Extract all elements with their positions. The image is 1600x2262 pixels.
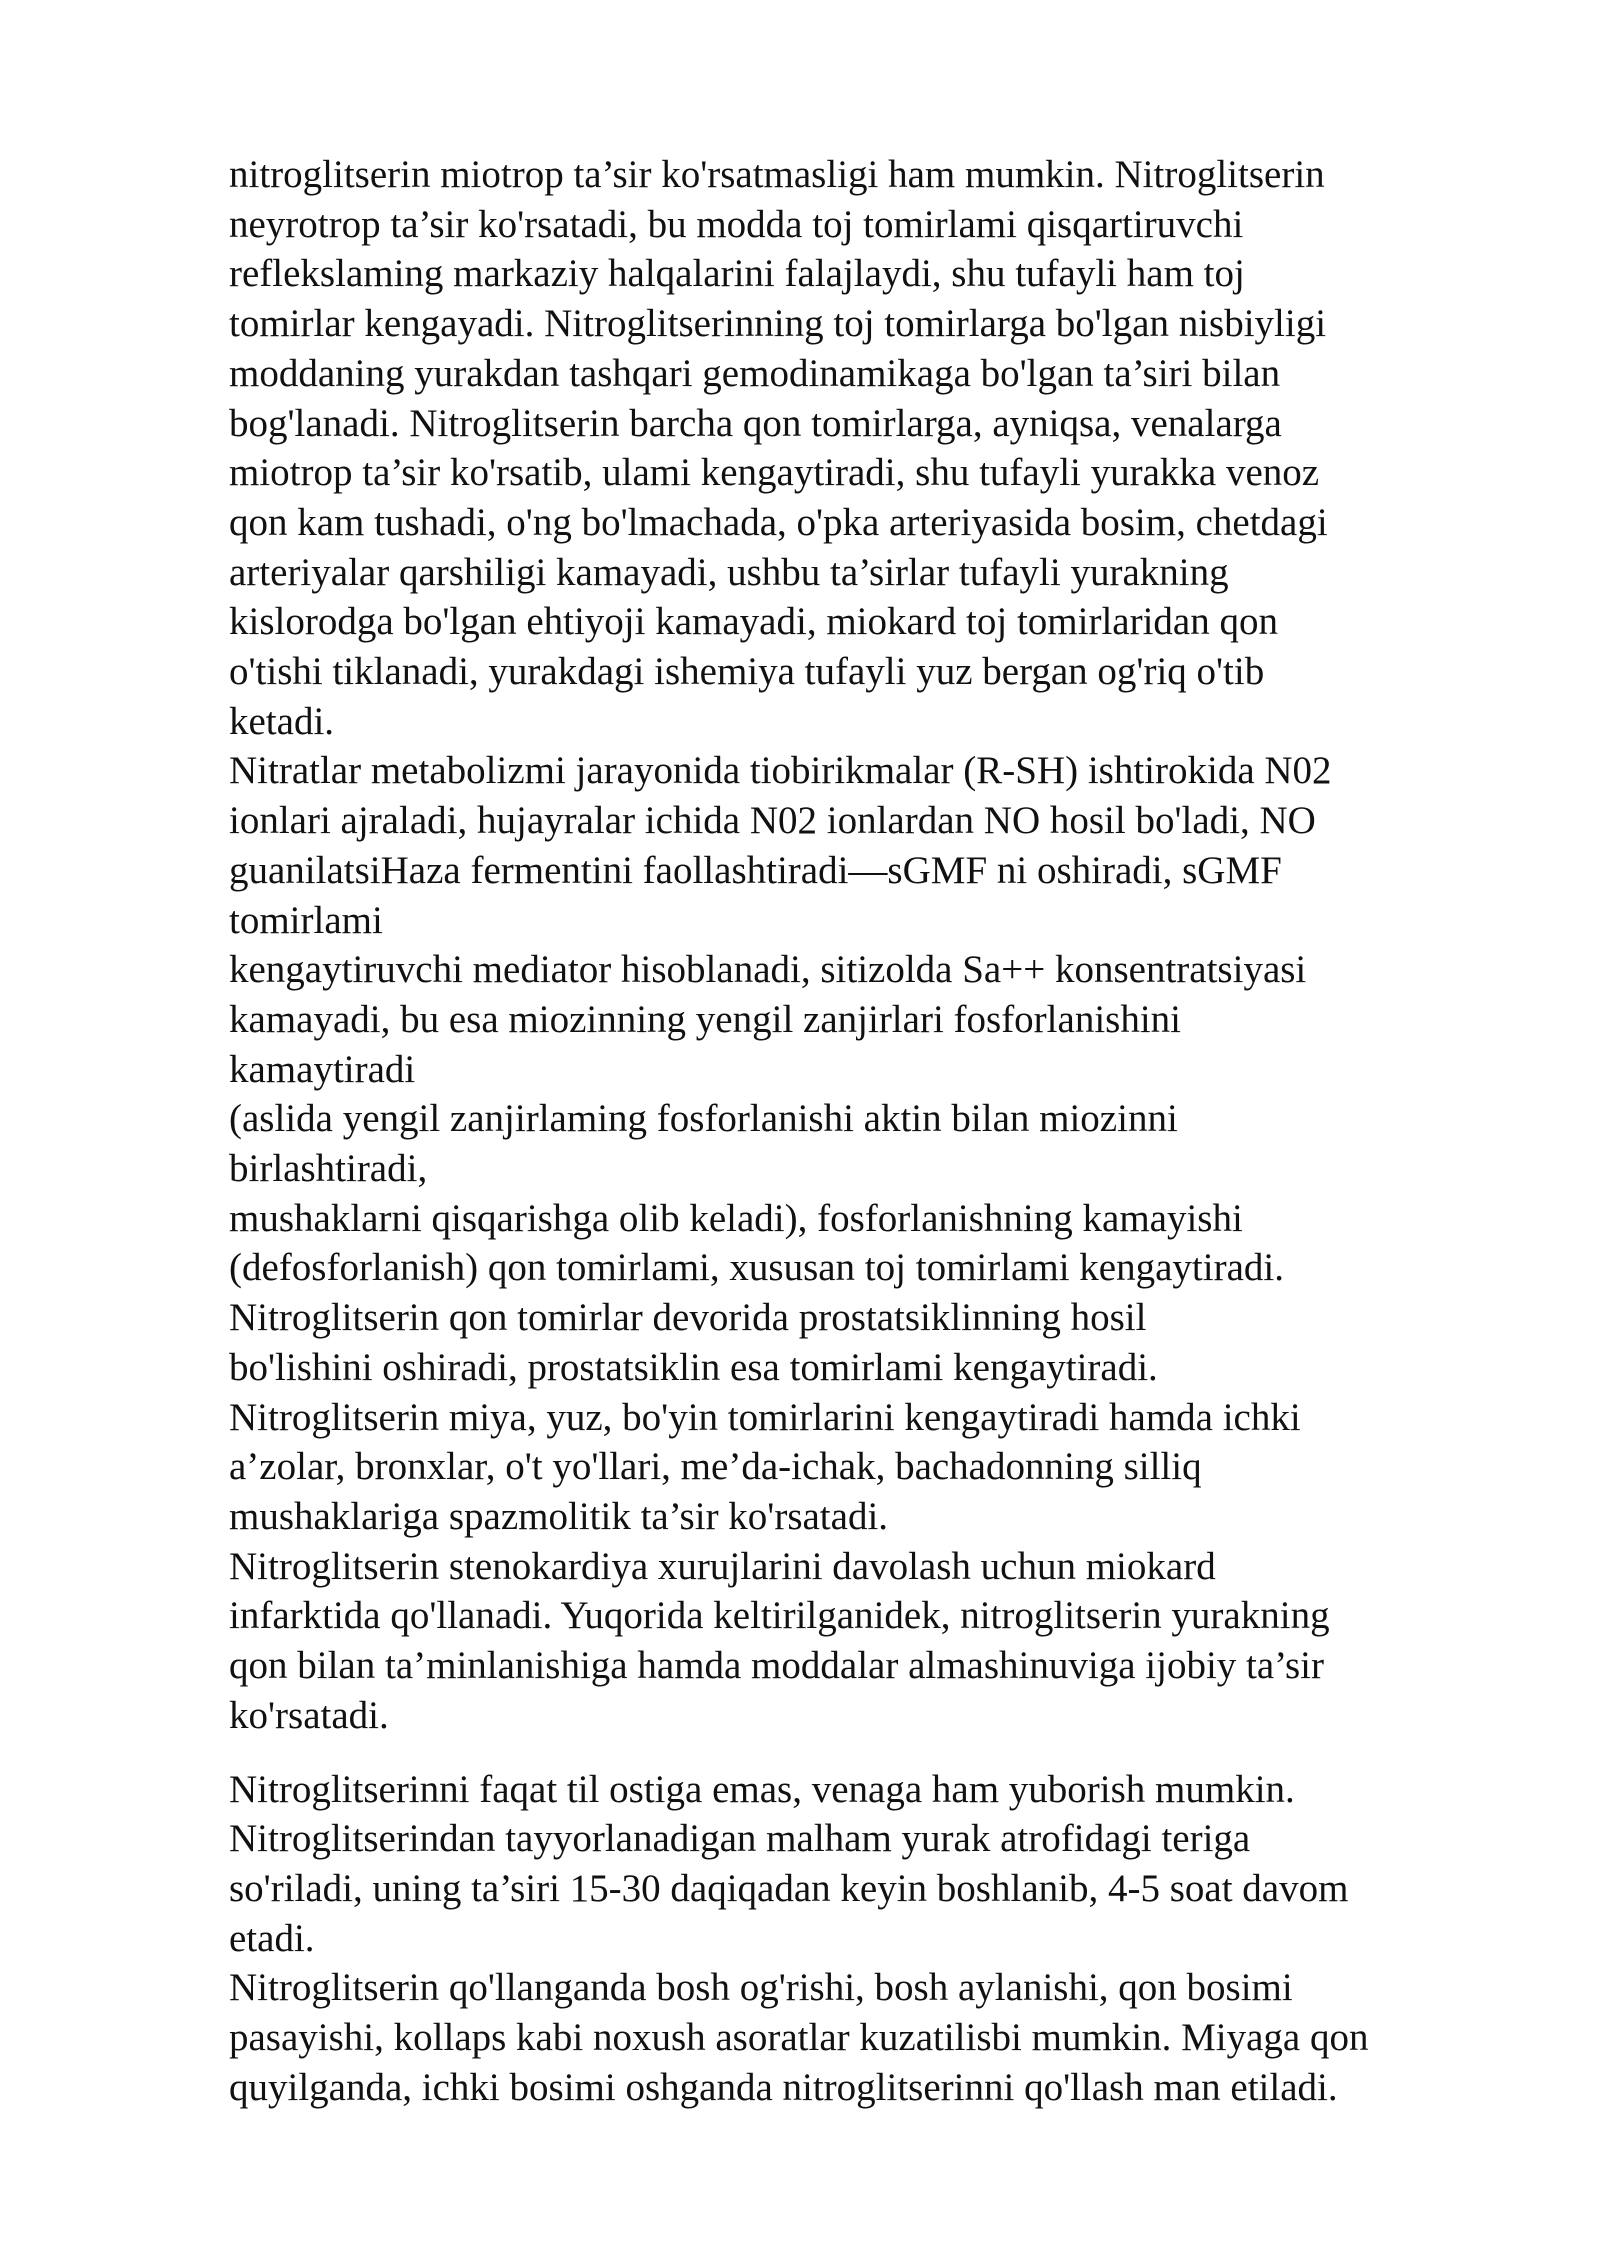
- text-line: birlashtiradi,: [229, 1147, 428, 1191]
- text-line: Nitroglitserin miya, yuz, bo'yin tomirlarini kengaytiradi hamda ichki: [229, 1395, 1301, 1439]
- text-line: (aslida yengil zanjirlaming fosforlanishi aktin bilan miozinni: [229, 1097, 1178, 1141]
- text-line: quyilganda, ichki bosimi oshganda nitroglitserinni qo'llash man etiladi.: [229, 2065, 1338, 2109]
- text-line: kislorodga bo'lgan ehtiyoji kamayadi, miokard toj tomirlaridan qon: [229, 600, 1278, 644]
- text-line: so'riladi, uning ta’siri 15-30 daqiqadan keyin boshlanib, 4-5 soat davom: [229, 1866, 1349, 1910]
- text-line: kamaytiradi: [229, 1047, 416, 1091]
- text-line: ko'rsatadi.: [229, 1693, 389, 1737]
- text-line: mushaklarni qisqarishga olib keladi), fosforlanishning kamayishi: [229, 1196, 1243, 1240]
- text-line: pasayishi, kollaps kabi noxush asoratlar kuzatilisbi mumkin. Miyaga qon: [229, 2016, 1369, 2060]
- text-line: Nitroglitserinni faqat til ostiga emas, venaga ham yuborish mumkin.: [229, 1767, 1295, 1811]
- text-line: ionlari ajraladi, hujayralar ichida N02 ionlardan NO hosil bo'ladi, NO: [229, 799, 1316, 843]
- text-line: Nitroglitserin stenokardiya xurujlarini davolash uchun miokard: [229, 1544, 1216, 1588]
- text-line: arteriyalar qarshiligi kamayadi, ushbu ta’sirlar tufayli yurakning: [229, 550, 1229, 594]
- text-line: tomirlami: [229, 898, 383, 942]
- paragraph-gap: [229, 1741, 1569, 1765]
- text-line: Nitroglitserin qon tomirlar devorida prostatsiklinning hosil: [229, 1296, 1147, 1340]
- text-block-main: [229, 150, 1569, 1741]
- text-line: o'tishi tiklanadi, yurakdagi ishemiya tufayli yuz bergan og'riq o'tib: [229, 650, 1265, 694]
- text-line: kamayadi, bu esa miozinning yengil zanjirlari fosforlanishini: [229, 997, 1181, 1041]
- text-line: mushaklariga spazmolitik ta’sir ko'rsatadi.: [229, 1494, 889, 1538]
- text-line: moddaning yurakdan tashqari gemodinamikaga bo'lgan ta’siri bilan: [229, 351, 1281, 395]
- text-line: Nitroglitserindan tayyorlanadigan malham yurak atrofidagi teriga: [229, 1817, 1251, 1861]
- document-page: [229, 150, 1569, 2112]
- text-line: bog'lanadi. Nitroglitserin barcha qon tomirlarga, ayniqsa, venalarga: [229, 401, 1282, 445]
- text-line: guanilatsiHaza fermentini faollashtiradi—sGMF ni oshiradi, sGMF: [229, 848, 1282, 892]
- text-line: etadi.: [229, 1916, 315, 1960]
- text-line: kengaytiruvchi mediator hisoblanadi, sitizolda Sa++ konsentratsiyasi: [229, 948, 1307, 992]
- text-line: tomirlar kengayadi. Nitroglitserinning toj tomirlarga bo'lgan nisbiyligi: [229, 302, 1327, 346]
- text-block-after-gap: [229, 1765, 1569, 2113]
- text-line: neyrotrop ta’sir ko'rsatadi, bu modda toj tomirlami qisqartiruvchi: [229, 202, 1244, 246]
- text-line: qon kam tushadi, o'ng bo'lmachada, o'pka arteriyasida bosim, chetdagi: [229, 500, 1328, 544]
- text-line: qon bilan ta’minlanishiga hamda moddalar almashinuviga ijobiy ta’sir: [229, 1644, 1325, 1688]
- text-line: reflekslaming markaziy halqalarini falajlaydi, shu tufayli ham toj: [229, 252, 1245, 296]
- text-line: a’zolar, bronxlar, o't yo'llari, me’da-ichak, bachadonning silliq: [229, 1445, 1202, 1489]
- text-line: Nitroglitserin qo'llanganda bosh og'rishi, bosh aylanishi, qon bosimi: [229, 1966, 1293, 2010]
- text-line: bo'lishini oshiradi, prostatsiklin esa tomirlami kengaytiradi.: [229, 1345, 1158, 1389]
- text-line: miotrop ta’sir ko'rsatib, ulami kengaytiradi, shu tufayli yurakka venoz: [229, 451, 1320, 495]
- text-line: nitroglitserin miotrop ta’sir ko'rsatmasligi ham mumkin. Nitroglitserin: [229, 153, 1325, 196]
- text-line: (defosforlanish) qon tomirlami, xususan toj tomirlami kengaytiradi.: [229, 1246, 1284, 1290]
- text-line: ketadi.: [229, 699, 335, 743]
- text-line: infarktida qo'llanadi. Yuqorida keltirilganidek, nitroglitserin yurakning: [229, 1594, 1330, 1638]
- text-line: Nitratlar metabolizmi jarayonida tiobirikmalar (R-SH) ishtirokida N02: [229, 749, 1332, 793]
